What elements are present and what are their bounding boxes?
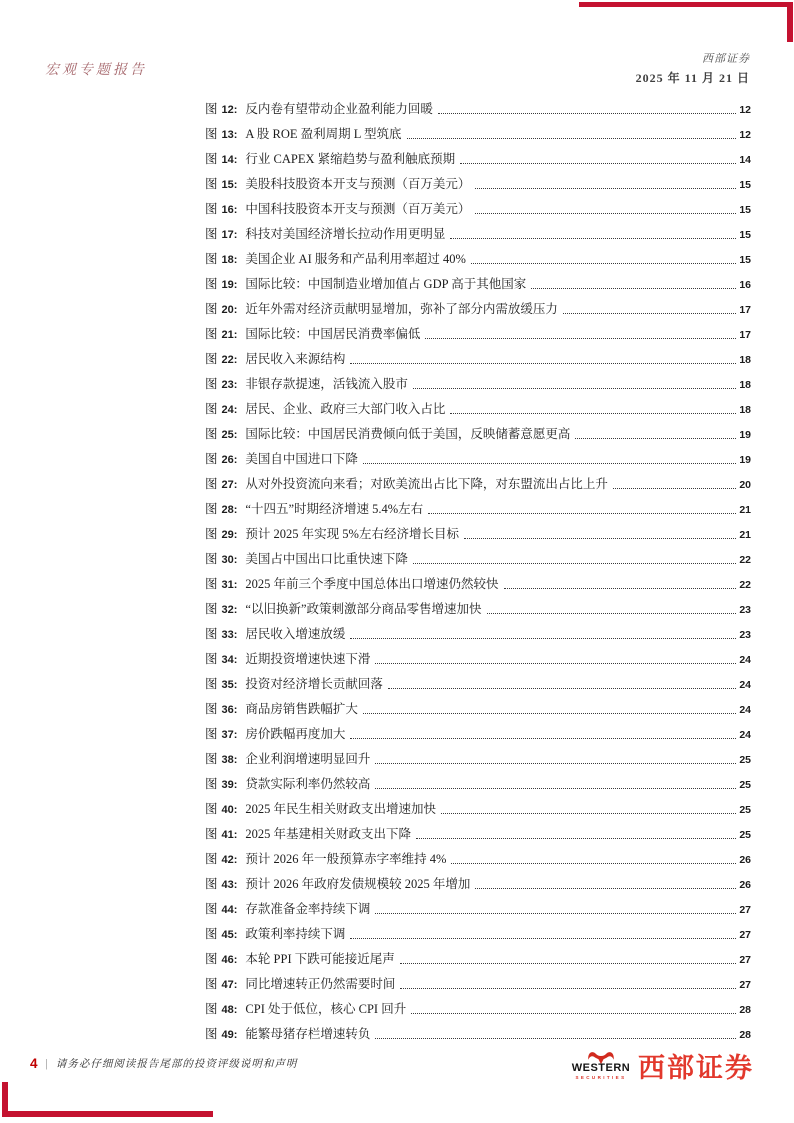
toc-leader-dots — [475, 888, 736, 889]
toc-row[interactable] — [205, 522, 751, 547]
toc-entry-title: 近年外需对经济贡献明显增加，弥补了部分内需放缓压力 — [245, 302, 558, 316]
toc-leader-dots — [363, 713, 736, 714]
toc-row[interactable] — [205, 447, 751, 472]
toc-entry-fig-prefix: 图 — [205, 227, 218, 241]
toc-entry-number: 16: — [221, 204, 238, 216]
toc-leader-dots — [413, 388, 736, 389]
toc-leader-dots — [375, 1038, 736, 1039]
toc-leader-dots — [441, 813, 736, 814]
toc-leader-dots — [563, 313, 736, 314]
toc-entry-number: 32: — [221, 604, 238, 616]
toc-entry-fig-prefix: 图 — [205, 777, 218, 791]
toc-row[interactable] — [205, 872, 751, 897]
toc-entry-page: 28 — [739, 1029, 751, 1041]
toc-row[interactable] — [205, 922, 751, 947]
toc-entry-title: 预计 2026 年一般预算赤字率维持 4% — [245, 852, 447, 866]
toc-entry-title: 2025 年基建相关财政支出下降 — [245, 827, 412, 841]
toc-row[interactable] — [205, 422, 751, 447]
toc-row[interactable] — [205, 672, 751, 697]
toc-entry-title: 国际比较：中国制造业增加值占 GDP 高于其他国家 — [245, 277, 527, 291]
toc-entry-page: 16 — [739, 279, 751, 291]
toc-entry-number: 45: — [221, 929, 238, 941]
toc-entry-fig-prefix: 图 — [205, 677, 218, 691]
toc-entry-fig-prefix: 图 — [205, 1002, 218, 1016]
toc-entry-title: 政策利率持续下调 — [245, 927, 346, 941]
toc-entry-number: 15: — [221, 179, 238, 191]
toc-entry-number: 24: — [221, 404, 238, 416]
toc-row[interactable] — [205, 397, 751, 422]
toc-entry-page: 24 — [739, 729, 751, 741]
toc-entry-title: 同比增速转正仍然需要时间 — [245, 977, 396, 991]
toc-entry-title: 居民收入增速放缓 — [245, 627, 346, 641]
top-right-accent-bar-horizontal — [579, 2, 793, 7]
footer-separator: | — [45, 1056, 48, 1070]
toc-leader-dots — [375, 763, 736, 764]
toc-entry-fig-prefix: 图 — [205, 727, 218, 741]
toc-entry-page: 27 — [739, 954, 751, 966]
toc-entry-number: 28: — [221, 504, 238, 516]
toc-leader-dots — [451, 863, 736, 864]
toc-entry-page: 15 — [739, 204, 751, 216]
toc-leader-dots — [438, 113, 736, 114]
toc-row[interactable] — [205, 572, 751, 597]
toc-entry-title: 中国科技股资本开支与预测（百万美元） — [245, 202, 471, 216]
toc-entry-fig-prefix: 图 — [205, 802, 218, 816]
toc-entry-number: 44: — [221, 904, 238, 916]
toc-entry-title: 贷款实际利率仍然较高 — [245, 777, 371, 791]
toc-row[interactable] — [205, 772, 751, 797]
toc-leader-dots — [425, 338, 736, 339]
toc-row[interactable] — [205, 372, 751, 397]
toc-leader-dots — [411, 1013, 736, 1014]
toc-row[interactable] — [205, 272, 751, 297]
toc-entry-number: 20: — [221, 304, 238, 316]
logo-chinese-text: 西部证券 — [638, 1053, 754, 1083]
toc-entry-page: 27 — [739, 929, 751, 941]
toc-entry-title: “以旧换新”政策刺激部分商品零售增速加快 — [245, 602, 482, 616]
toc-entry-fig-prefix: 图 — [205, 577, 218, 591]
toc-entry-title: 2025 年前三个季度中国总体出口增速仍然较快 — [245, 577, 499, 591]
toc-leader-dots — [350, 738, 736, 739]
toc-entry-page: 24 — [739, 654, 751, 666]
toc-entry-fig-prefix: 图 — [205, 927, 218, 941]
toc-entry-fig-prefix: 图 — [205, 527, 218, 541]
toc-entry-title: 预计 2025 年实现 5%左右经济增长目标 — [245, 527, 459, 541]
header-right-block — [636, 50, 750, 86]
toc-entry-number: 41: — [221, 829, 238, 841]
toc-entry-title: 从对外投资流向来看；对欧美流出占比下降，对东盟流出占比上升 — [245, 477, 608, 491]
toc-leader-dots — [413, 563, 736, 564]
toc-entry-title: 非银存款提速，活钱流入股市 — [245, 377, 408, 391]
toc-entry-number: 12: — [221, 104, 238, 116]
toc-entry-fig-prefix: 图 — [205, 452, 218, 466]
toc-entry-fig-prefix: 图 — [205, 277, 218, 291]
toc-entry-fig-prefix: 图 — [205, 427, 218, 441]
toc-entry-fig-prefix: 图 — [205, 952, 218, 966]
toc-row[interactable] — [205, 722, 751, 747]
toc-entry-page: 23 — [739, 629, 751, 641]
toc-entry-fig-prefix: 图 — [205, 302, 218, 316]
toc-entry-page: 15 — [739, 179, 751, 191]
page-number: 4 — [30, 1056, 38, 1071]
toc-entry-fig-prefix: 图 — [205, 752, 218, 766]
toc-entry-number: 14: — [221, 154, 238, 166]
toc-entry-title: 投资对经济增长贡献回落 — [245, 677, 383, 691]
toc-entry-title: 本轮 PPI 下跌可能接近尾声 — [245, 952, 395, 966]
toc-entry-number: 40: — [221, 804, 238, 816]
toc-entry-number: 35: — [221, 679, 238, 691]
toc-row[interactable] — [205, 297, 751, 322]
toc-entry-title: 商品房销售跌幅扩大 — [245, 702, 358, 716]
toc-entry-title: 居民收入来源结构 — [245, 352, 346, 366]
toc-entry-number: 31: — [221, 579, 238, 591]
toc-entry-number: 25: — [221, 429, 238, 441]
toc-entry-fig-prefix: 图 — [205, 1027, 218, 1041]
toc-entry-fig-prefix: 图 — [205, 102, 218, 116]
toc-entry-title: 国际比较：中国居民消费率偏低 — [245, 327, 421, 341]
toc-entry-page: 22 — [739, 554, 751, 566]
toc-entry-page: 19 — [739, 454, 751, 466]
toc-entry-fig-prefix: 图 — [205, 552, 218, 566]
toc-leader-dots — [400, 988, 736, 989]
bottom-left-accent-bar-horizontal — [2, 1111, 213, 1117]
toc-entry-page: 15 — [739, 229, 751, 241]
toc-entry-title: 企业利润增速明显回升 — [245, 752, 371, 766]
toc-row[interactable] — [205, 497, 751, 522]
toc-entry-page: 24 — [739, 704, 751, 716]
toc-entry-number: 48: — [221, 1004, 238, 1016]
toc-row[interactable] — [205, 747, 751, 772]
toc-leader-dots — [400, 963, 737, 964]
toc-entry-fig-prefix: 图 — [205, 477, 218, 491]
toc-leader-dots — [504, 588, 737, 589]
toc-entry-number: 36: — [221, 704, 238, 716]
toc-entry-fig-prefix: 图 — [205, 877, 218, 891]
toc-entry-fig-prefix: 图 — [205, 852, 218, 866]
footer-disclaimer: 请务必仔细阅读报告尾部的投资评级说明和声明 — [55, 1059, 298, 1070]
toc-leader-dots — [375, 913, 736, 914]
report-date: 2025 年 11 月 21 日 — [635, 71, 750, 85]
toc-entry-title: 国际比较：中国居民消费倾向低于美国，反映储蓄意愿更高 — [245, 427, 571, 441]
toc-entry-title: 美国占中国出口比重快速下降 — [245, 552, 408, 566]
toc-entry-title: 美股科技股资本开支与预测（百万美元） — [245, 177, 471, 191]
toc-row[interactable] — [205, 797, 751, 822]
toc-entry-page: 21 — [739, 504, 751, 516]
top-right-accent-bar-vertical — [787, 2, 793, 42]
toc-entry-fig-prefix: 图 — [205, 902, 218, 916]
western-securities-logo — [572, 1050, 754, 1082]
toc-entry-title: “十四五”时期经济增速 5.4%左右 — [245, 502, 424, 516]
toc-entry-number: 27: — [221, 479, 238, 491]
toc-leader-dots — [613, 488, 736, 489]
toc-entry-fig-prefix: 图 — [205, 977, 218, 991]
toc-entry-number: 26: — [221, 454, 238, 466]
toc-leader-dots — [464, 538, 736, 539]
toc-row[interactable] — [205, 647, 751, 672]
toc-entry-number: 46: — [221, 954, 238, 966]
toc-leader-dots — [475, 213, 736, 214]
toc-entry-fig-prefix: 图 — [205, 502, 218, 516]
toc-entry-page: 18 — [739, 404, 751, 416]
toc-entry-page: 12 — [739, 104, 751, 116]
toc-leader-dots — [375, 788, 736, 789]
toc-entry-fig-prefix: 图 — [205, 252, 218, 266]
toc-entry-title: 反内卷有望带动企业盈利能力回暖 — [245, 102, 433, 116]
toc-entry-title: 房价跌幅再度加大 — [245, 727, 346, 741]
logo-english-block — [572, 1050, 630, 1082]
toc-entry-title: 美国企业 AI 服务和产品利用率超过 40% — [245, 252, 466, 266]
toc-row[interactable] — [205, 997, 751, 1022]
toc-entry-number: 43: — [221, 879, 238, 891]
toc-entry-number: 38: — [221, 754, 238, 766]
toc-entry-title: 科技对美国经济增长拉动作用更明显 — [245, 227, 446, 241]
toc-entry-title: 近期投资增速快速下滑 — [245, 652, 371, 666]
toc-row[interactable] — [205, 347, 751, 372]
toc-entry-page: 17 — [739, 304, 751, 316]
footer — [30, 1056, 297, 1071]
toc-leader-dots — [363, 463, 736, 464]
toc-entry-title: A 股 ROE 盈利周期 L 型筑底 — [245, 127, 402, 141]
toc-entry-number: 47: — [221, 979, 238, 991]
toc-entry-title: 行业 CAPEX 紧缩趋势与盈利触底预期 — [245, 152, 456, 166]
toc-leader-dots — [471, 263, 736, 264]
toc-entry-number: 13: — [221, 129, 238, 141]
toc-entry-fig-prefix: 图 — [205, 202, 218, 216]
logo-securities-text: SECURITIES — [575, 1075, 627, 1080]
toc-entry-fig-prefix: 图 — [205, 327, 218, 341]
toc-row[interactable] — [205, 222, 751, 247]
toc-entry-page: 22 — [739, 579, 751, 591]
toc-leader-dots — [450, 413, 736, 414]
toc-leader-dots — [531, 288, 736, 289]
toc-row[interactable] — [205, 822, 751, 847]
toc-entry-number: 49: — [221, 1029, 238, 1041]
toc-entry-page: 15 — [739, 254, 751, 266]
toc-row[interactable] — [205, 322, 751, 347]
toc-entry-page: 17 — [739, 329, 751, 341]
toc-entry-page: 26 — [739, 854, 751, 866]
toc-row[interactable] — [205, 172, 751, 197]
toc-row[interactable] — [205, 622, 751, 647]
toc-entry-number: 39: — [221, 779, 238, 791]
toc-entry-number: 30: — [221, 554, 238, 566]
toc-leader-dots — [487, 613, 737, 614]
toc-leader-dots — [350, 638, 736, 639]
toc-entry-number: 19: — [221, 279, 238, 291]
toc-entry-page: 28 — [739, 1004, 751, 1016]
toc-entry-fig-prefix: 图 — [205, 702, 218, 716]
toc-row[interactable] — [205, 547, 751, 572]
toc-entry-number: 29: — [221, 529, 238, 541]
toc-entry-page: 19 — [739, 429, 751, 441]
toc-row[interactable] — [205, 247, 751, 272]
toc-entry-fig-prefix: 图 — [205, 352, 218, 366]
toc-entry-title: 预计 2026 年政府发债规模较 2025 年增加 — [245, 877, 471, 891]
toc-entry-page: 18 — [739, 379, 751, 391]
toc-entry-number: 42: — [221, 854, 238, 866]
toc-leader-dots — [460, 163, 736, 164]
toc-entry-title: 2025 年民生相关财政支出增速加快 — [245, 802, 437, 816]
toc-row[interactable] — [205, 472, 751, 497]
toc-leader-dots — [407, 138, 737, 139]
toc-entry-fig-prefix: 图 — [205, 827, 218, 841]
toc-entry-page: 18 — [739, 354, 751, 366]
toc-entry-number: 22: — [221, 354, 238, 366]
logo-western-text: WESTERN — [571, 1062, 631, 1074]
toc-entry-page: 12 — [739, 129, 751, 141]
toc-entry-fig-prefix: 图 — [205, 627, 218, 641]
toc-leader-dots — [388, 688, 736, 689]
toc-row[interactable] — [205, 697, 751, 722]
toc-entry-page: 23 — [739, 604, 751, 616]
toc-entry-number: 23: — [221, 379, 238, 391]
toc-entry-number: 34: — [221, 654, 238, 666]
toc-entry-number: 37: — [221, 729, 238, 741]
toc-entry-fig-prefix: 图 — [205, 402, 218, 416]
toc-entry-page: 25 — [739, 779, 751, 791]
toc-leader-dots — [350, 938, 736, 939]
toc-entry-page: 27 — [739, 904, 751, 916]
toc-row[interactable] — [205, 897, 751, 922]
toc-entry-page: 14 — [739, 154, 751, 166]
toc-row[interactable] — [205, 597, 751, 622]
toc-entry-title: 存款准备金率持续下调 — [245, 902, 371, 916]
toc-leader-dots — [375, 663, 736, 664]
toc-entry-page: 20 — [739, 479, 751, 491]
toc-entry-number: 17: — [221, 229, 238, 241]
toc-leader-dots — [416, 838, 736, 839]
toc-entry-title: 美国自中国进口下降 — [245, 452, 358, 466]
toc-row[interactable] — [205, 197, 751, 222]
toc-entry-fig-prefix: 图 — [205, 127, 218, 141]
toc-entry-page: 21 — [739, 529, 751, 541]
toc-entry-page: 27 — [739, 979, 751, 991]
toc-list — [205, 97, 751, 1047]
toc-row[interactable] — [205, 1022, 751, 1047]
toc-entry-title: CPI 处于低位，核心 CPI 回升 — [245, 1002, 407, 1016]
toc-entry-fig-prefix: 图 — [205, 377, 218, 391]
toc-row[interactable] — [205, 972, 751, 997]
toc-entry-fig-prefix: 图 — [205, 152, 218, 166]
report-type-label: 宏观专题报告 — [45, 63, 147, 78]
toc-row[interactable] — [205, 122, 751, 147]
brand-name: 西部证券 — [702, 53, 750, 65]
toc-entry-number: 33: — [221, 629, 238, 641]
toc-row[interactable] — [205, 847, 751, 872]
toc-entry-title: 能繁母猪存栏增速转负 — [245, 1027, 371, 1041]
toc-entry-page: 25 — [739, 829, 751, 841]
toc-entry-fig-prefix: 图 — [205, 652, 218, 666]
toc-leader-dots — [350, 363, 736, 364]
toc-leader-dots — [428, 513, 736, 514]
toc-entry-title: 居民、企业、政府三大部门收入占比 — [245, 402, 446, 416]
toc-row[interactable] — [205, 97, 751, 122]
toc-leader-dots — [450, 238, 736, 239]
toc-entry-page: 25 — [739, 804, 751, 816]
toc-entry-number: 18: — [221, 254, 238, 266]
toc-entry-page: 26 — [739, 879, 751, 891]
toc-entry-number: 21: — [221, 329, 238, 341]
toc-entry-page: 25 — [739, 754, 751, 766]
toc-entry-fig-prefix: 图 — [205, 177, 218, 191]
toc-row[interactable] — [205, 147, 751, 172]
toc-leader-dots — [475, 188, 736, 189]
toc-leader-dots — [575, 438, 736, 439]
toc-entry-page: 24 — [739, 679, 751, 691]
toc-row[interactable] — [205, 947, 751, 972]
toc-entry-fig-prefix: 图 — [205, 602, 218, 616]
